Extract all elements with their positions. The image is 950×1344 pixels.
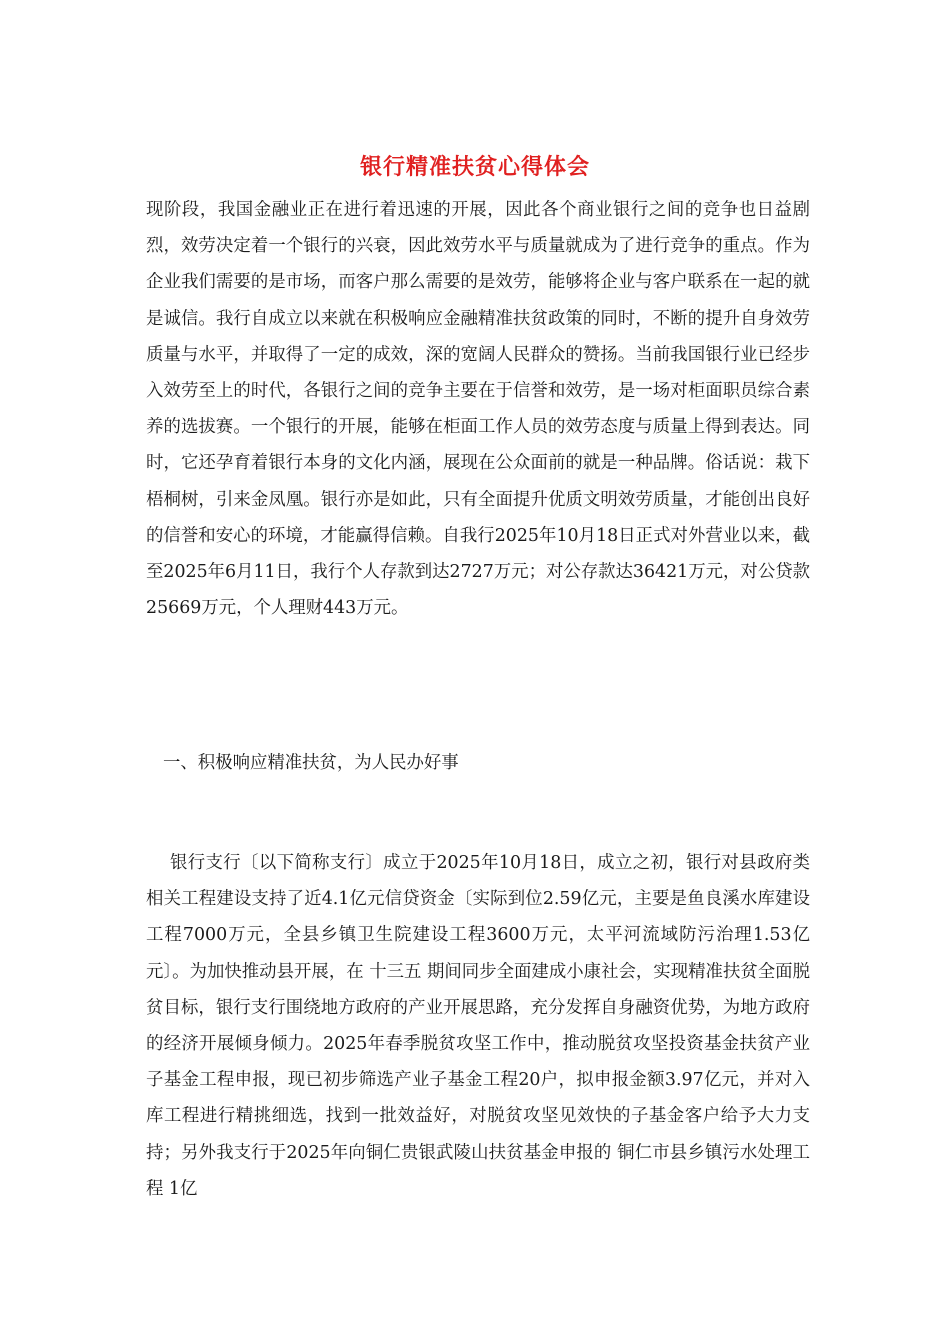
- intro-paragraph: 现阶段，我国金融业正在进行着迅速的开展，因此各个商业银行之间的竞争也日益剧烈，效劳决定着一个银行的兴衰，因此效劳水平与质量就成为了进行竞争的重点。作为企业我们需要的是市场，而客户那么需要的是效劳，能够将企业与客户联系在一起的就是诚信。我行自成立以来就在积极响应金融精准扶贫政策的同时，不断的提升自身效劳质量与水平，并取得了一定的成效，深的宽阔人民群众的赞扬。当前我国银行业已经步入效劳至上的时代，各银行之间的竞争主要在于信誉和效劳，是一场对柜面职员综合素养的选拔赛。一个银行的开展，能够在柜面工作人员的效劳态度与质量上得到表达。同时，它还孕育着银行本身的文化内涵，展现在公众面前的就是一种品牌。俗话说：栽下梧桐树，引来金凤凰。银行亦是如此，只有全面提升优质文明效劳质量，才能创出良好的信誉和安心的环境，才能赢得信赖。自我行2025年10月18日正式对外营业以来，截至2025年6月11日，我行个人存款到达2727万元；对公存款达36421万元，对公贷款25669万元，个人理财443万元。: [146, 200, 810, 619]
- section-heading: 一、积极响应精准扶贫，为人民办好事: [163, 753, 459, 773]
- section-paragraph: 银行支行〔以下简称支行〕成立于2025年10月18日，成立之初，银行对县政府类相关工程建设支持了近4.1亿元信贷资金〔实际到位2.59亿元，主要是鱼良溪水库建设工程7000万元，全县乡镇卫生院建设工程3600万元，太平河流域防污治理1.53亿元〕。为加快推动县开展，在 十三五 期间同步全面建成小康社会，实现精准扶贫全面脱贫目标，银行支行围绕地方政府的产业开展思路，充分发挥自身融资优势，为地方政府的经济开展倾身倾力。2025年春季脱贫攻坚工作中，推动脱贫攻坚投资基金扶贫产业子基金工程申报，现已初步筛选产业子基金工程20户，拟申报金额3.97亿元，并对入库工程进行精挑细选，找到一批效益好，对脱贫攻坚见效快的子基金客户给予大力支持；另外我支行于2025年向铜仁贵银武陵山扶贫基金申报的 铜仁市县乡镇污水处理工程 1亿: [146, 853, 810, 1199]
- document-title: 银行精准扶贫心得体会: [359, 155, 590, 180]
